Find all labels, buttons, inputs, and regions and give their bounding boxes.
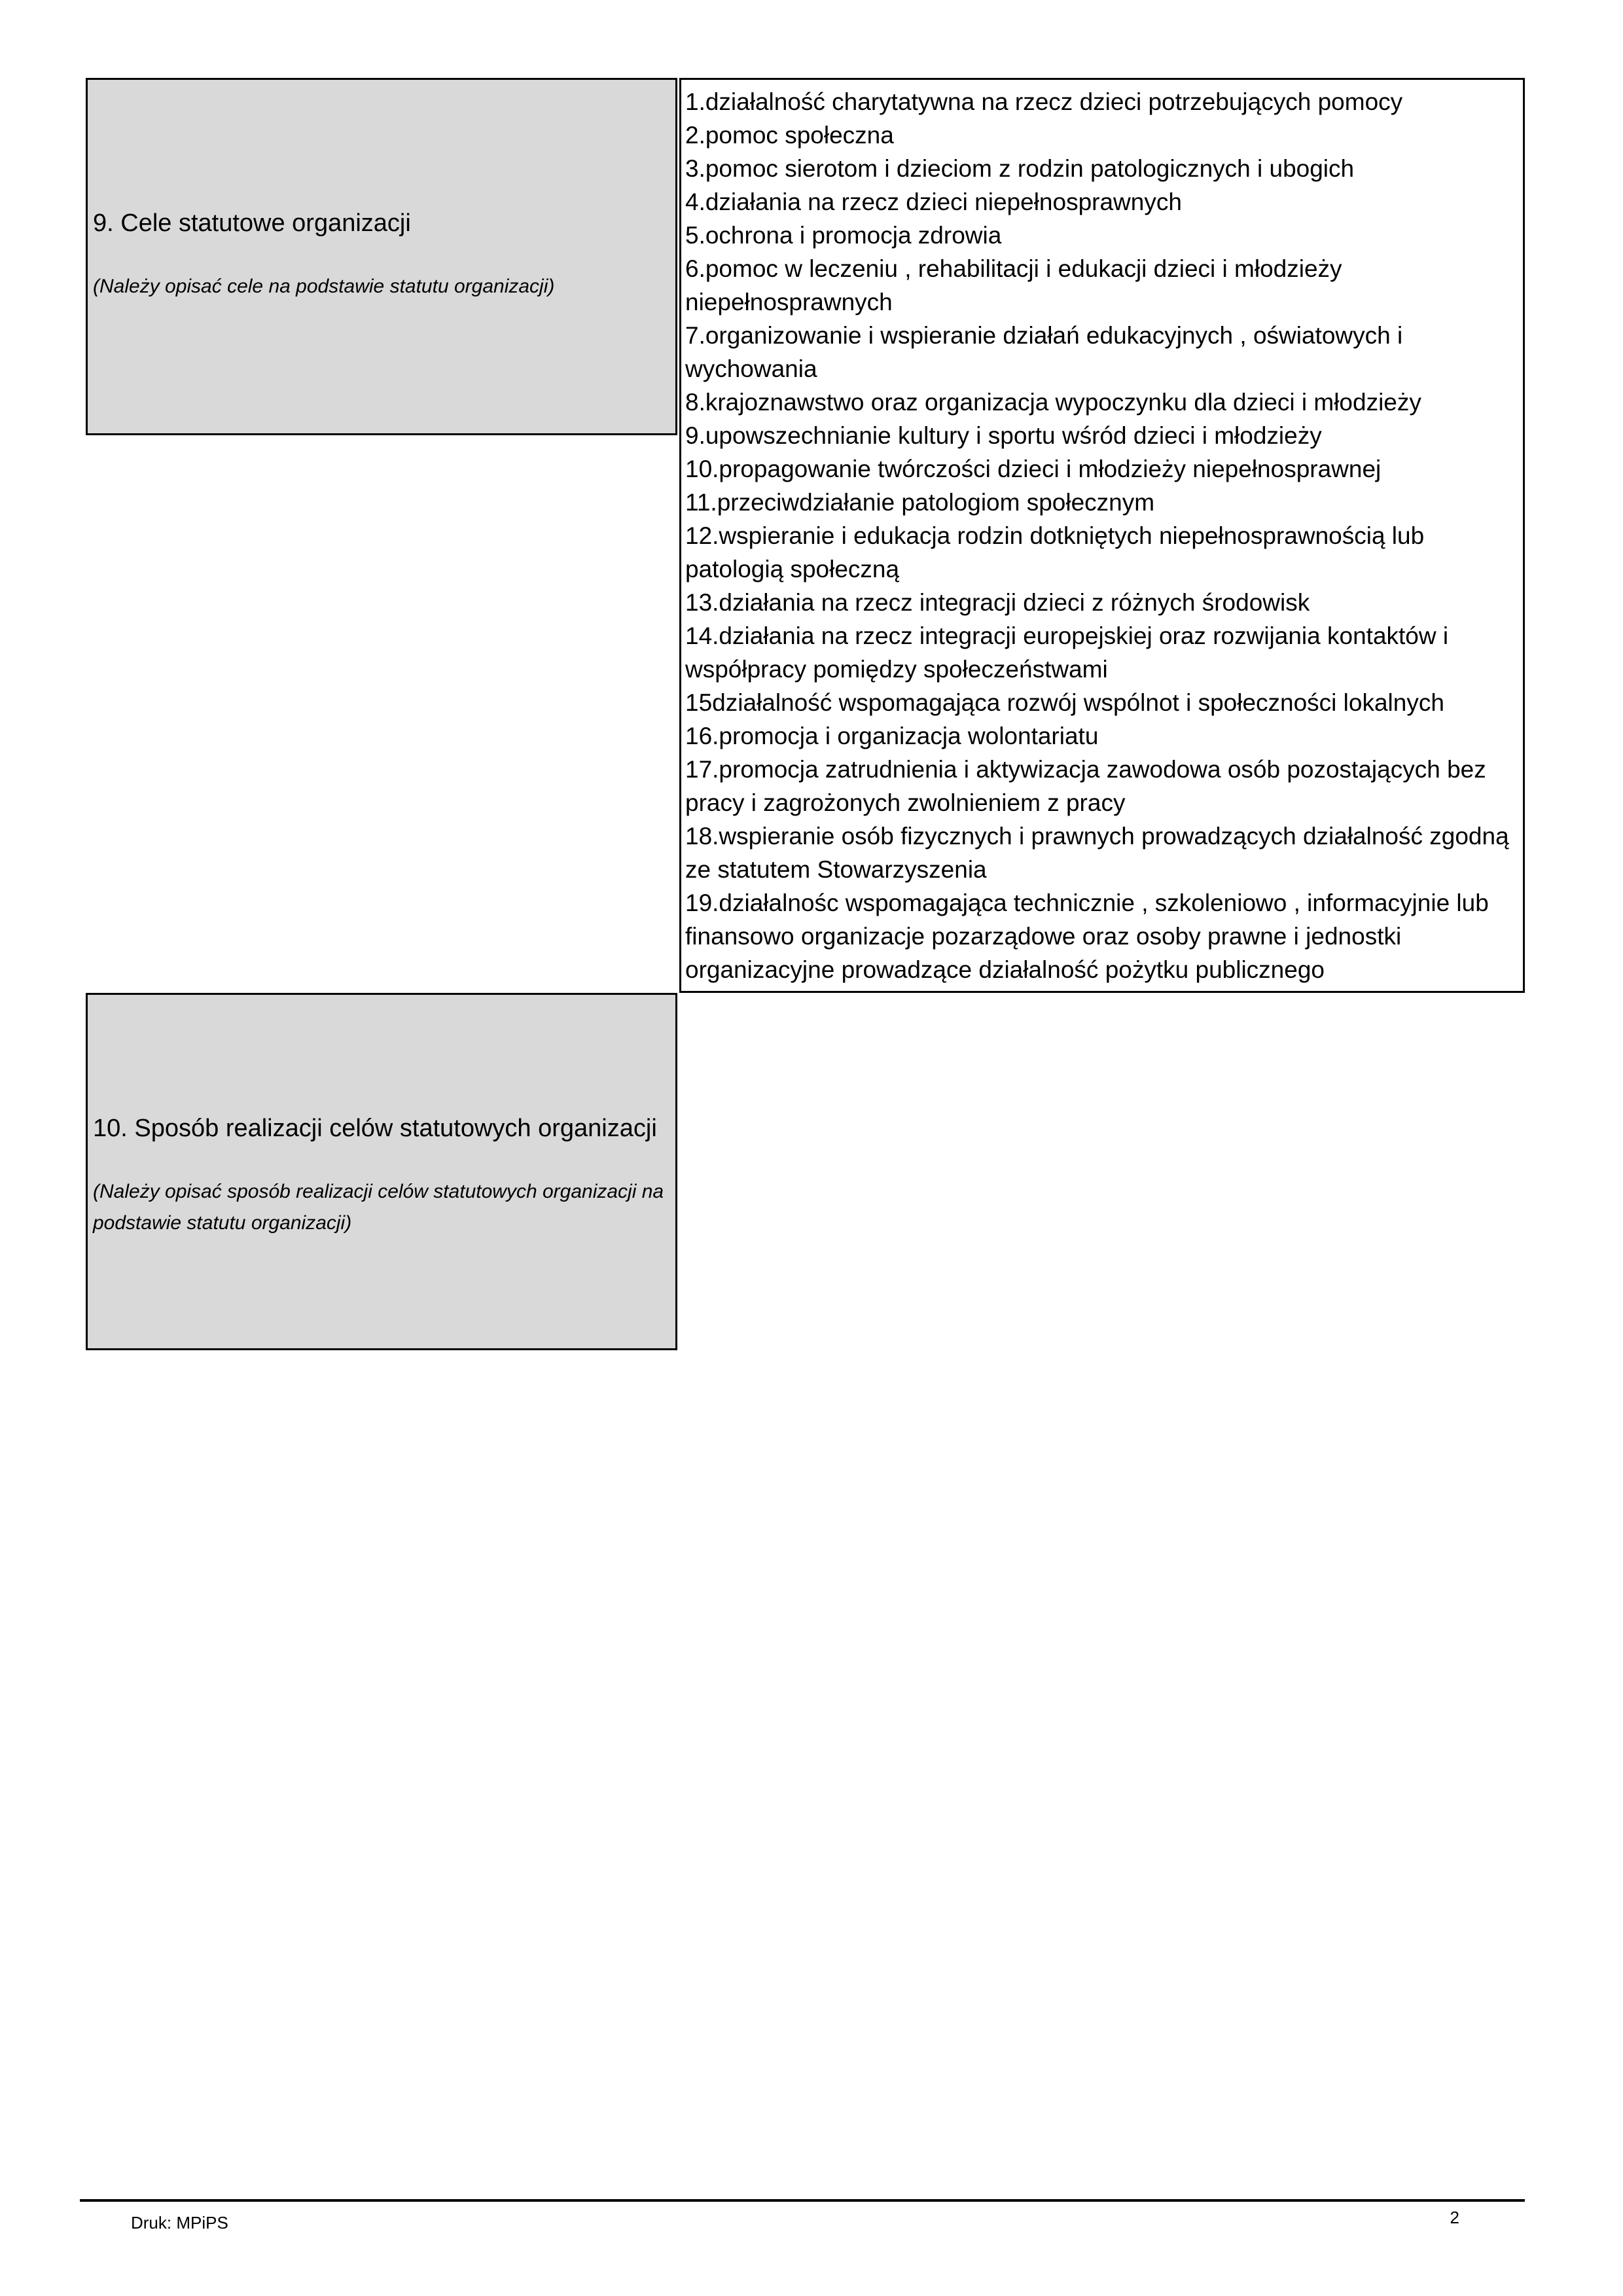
goal-item: 13.działania na rzecz integracji dzieci z różnych środowisk (685, 589, 1310, 616)
goal-item: 7.organizowanie i wspieranie działań edukacyjnych , oświatowych i wychowania (685, 322, 1403, 382)
goal-item: 10.propagowanie twórczości dzieci i młodzieży niepełnosprawnej (685, 456, 1382, 482)
section-10-label-cell (86, 993, 677, 1350)
section-10-title: 10. Sposób realizacji celów statutowych organizacji (93, 1115, 657, 1142)
section-9-hint: (Należy opisać cele na podstawie statutu organizacji) (93, 276, 555, 297)
goals-list (681, 80, 1523, 986)
footer-print-label: Druk: MPiPS (131, 2213, 228, 2233)
goal-item: 1.działalność charytatywna na rzecz dzieci potrzebujących pomocy (685, 88, 1403, 115)
goal-item: 5.ochrona i promocja zdrowia (685, 222, 1002, 249)
goal-item: 3.pomoc sierotom i dzieciom z rodzin patologicznych i ubogich (685, 155, 1355, 182)
goal-item: 18.wspieranie osób fizycznych i prawnych prowadzących działalność zgodną ze statutem Stowarzyszenia (685, 823, 1509, 883)
footer-divider (80, 2199, 1525, 2202)
section-10-hint: (Należy opisać sposób realizacji celów statutowych organizacji na podstawie statutu organizacji) (93, 1181, 664, 1234)
goal-item: 17.promocja zatrudnienia i aktywizacja zawodowa osób pozostających bez pracy i zagrożonych zwolnieniem z pracy (685, 756, 1486, 816)
goal-item: 14.działania na rzecz integracji europejskiej oraz rozwijania kontaktów i współpracy pomiędzy społeczeństwami (685, 622, 1449, 683)
goal-item: 16.promocja i organizacja wolontariatu (685, 723, 1099, 749)
goal-item: 8.krajoznawstwo oraz organizacja wypoczynku dla dzieci i młodzieży (685, 389, 1421, 416)
section-9-goals-cell (679, 78, 1525, 993)
section-9-label-cell (86, 78, 677, 435)
goal-item: 19.działalnośc wspomagająca technicznie , szkoleniowo , informacyjnie lub finansowo organizacje pozarządowe oraz osoby prawne i jednostki organizacyjne prowadzące działalność pożytku publicznego (685, 889, 1489, 983)
goal-item: 4.działania na rzecz dzieci niepełnosprawnych (685, 188, 1182, 215)
goal-item: 11.przeciwdziałanie patologiom społecznym (685, 489, 1155, 516)
goal-item: 2.pomoc społeczna (685, 122, 894, 149)
page-number: 2 (1450, 2208, 1459, 2227)
section-9-title: 9. Cele statutowe organizacji (93, 209, 411, 237)
goal-item: 15działalność wspomagająca rozwój wspólnot i społeczności lokalnych (685, 689, 1444, 716)
goal-item: 6.pomoc w leczeniu , rehabilitacji i edukacji dzieci i młodzieży niepełnosprawnych (685, 255, 1342, 315)
goal-item: 12.wspieranie i edukacja rodzin dotkniętych niepełnosprawnością lub patologią społeczną (685, 522, 1425, 583)
goal-item: 9.upowszechnianie kultury i sportu wśród dzieci i młodzieży (685, 422, 1322, 449)
